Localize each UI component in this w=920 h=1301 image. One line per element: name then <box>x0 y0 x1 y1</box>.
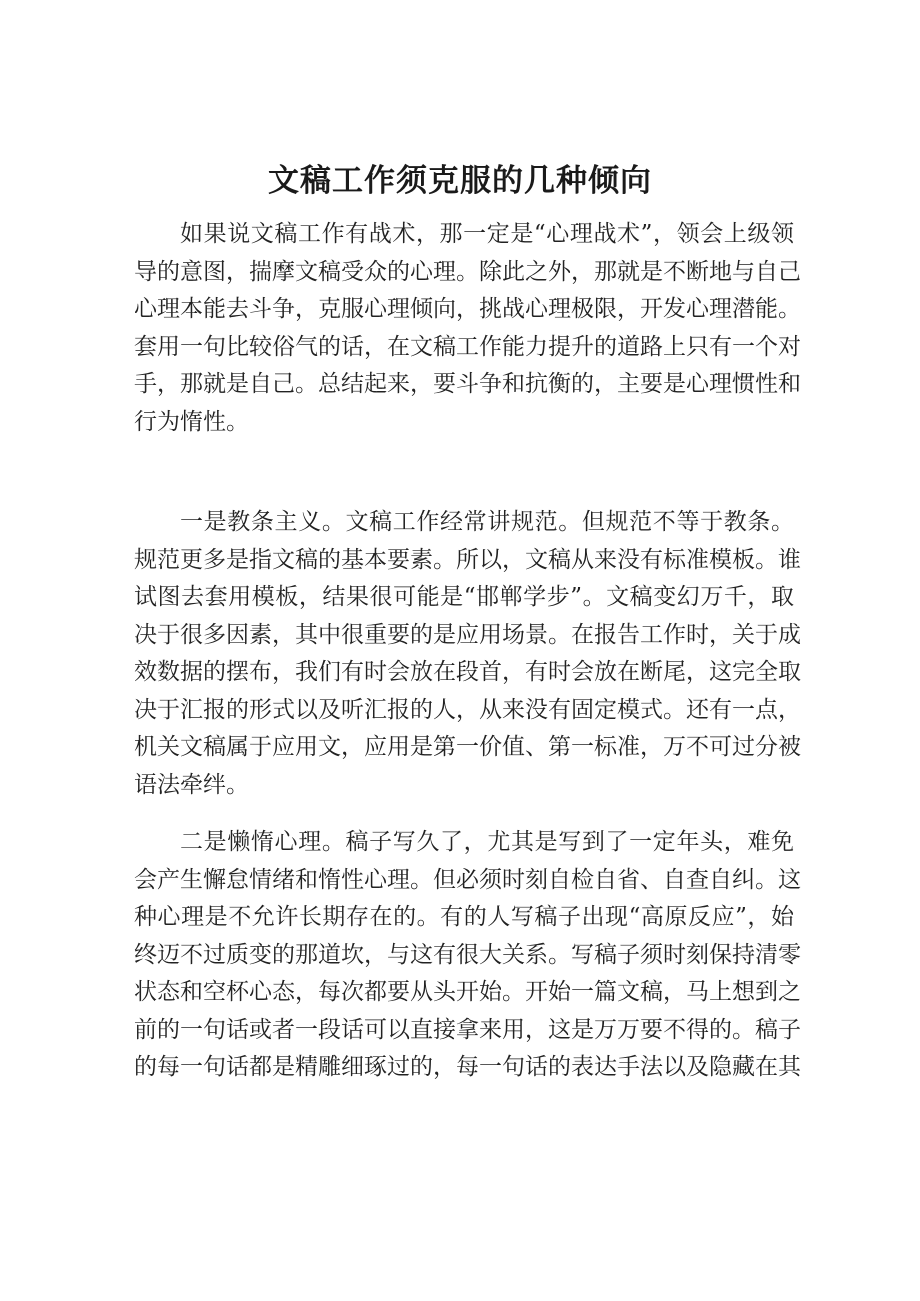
paragraph-line: 手，那就是自己。总结起来，要斗争和抗衡的，主要是心理惯性和 <box>134 371 801 397</box>
paragraph-line: 行为惰性。 <box>134 408 249 435</box>
paragraph-line: 前的一句话或者一段话可以直接拿来用，这是万万要不得的。稿子 <box>134 1016 801 1043</box>
paragraph-dogmatism <box>134 504 801 804</box>
paragraph-line: 效数据的摆布，我们有时会放在段首，有时会放在断尾，这完全取 <box>134 659 801 685</box>
paragraph-line: 机关文稿属于应用文，应用是第一价值、第一标准，万不可过分被 <box>134 734 801 760</box>
paragraph-line: 试图去套用模板，结果很可能是“邯郸学步”。文稿变幻万千，取 <box>134 584 794 610</box>
paragraph-line: 二是懒惰心理。稿子写久了，尤其是写到了一定年头，难免 <box>180 829 794 855</box>
paragraph-line: 状态和空杯心态，每次都要从头开始。开始一篇文稿，马上想到之 <box>134 979 801 1005</box>
paragraph-laziness <box>134 824 801 1087</box>
paragraph-line: 会产生懈怠情绪和惰性心理。但必须时刻自检自省、自查自纠。这 <box>134 866 801 893</box>
document-title: 文稿工作须克服的几种倾向 <box>268 163 652 199</box>
paragraph-line: 如果说文稿工作有战术，那一定是“心理战术”，领会上级领 <box>180 221 794 247</box>
paragraph-line: 决于汇报的形式以及听汇报的人，从来没有固定模式。还有一点， <box>134 696 801 723</box>
paragraph-line: 一是教条主义。文稿工作经常讲规范。但规范不等于教条。 <box>180 509 794 535</box>
paragraph-intro <box>134 216 801 441</box>
paragraph-line: 语法牵绊。 <box>134 771 249 798</box>
paragraph-line: 决于很多因素，其中很重要的是应用场景。在报告工作时，关于成 <box>134 621 801 648</box>
paragraph-line: 种心理是不允许长期存在的。有的人写稿子出现“高原反应”，始 <box>134 904 794 930</box>
paragraph-line: 导的意图，揣摩文稿受众的心理。除此之外，那就是不断地与自己 <box>134 258 801 285</box>
paragraph-line: 套用一句比较俗气的话，在文稿工作能力提升的道路上只有一个对 <box>134 333 801 360</box>
paragraph-line: 心理本能去斗争，克服心理倾向，挑战心理极限，开发心理潜能。 <box>134 296 801 322</box>
paragraph-line: 规范更多是指文稿的基本要素。所以，文稿从来没有标准模板。谁 <box>134 546 801 573</box>
paragraph-line: 的每一句话都是精雕细琢过的，每一句话的表达手法以及隐藏在其 <box>134 1054 801 1080</box>
paragraph-line: 终迈不过质变的那道坎，与这有很大关系。写稿子须时刻保持清零 <box>134 941 801 968</box>
